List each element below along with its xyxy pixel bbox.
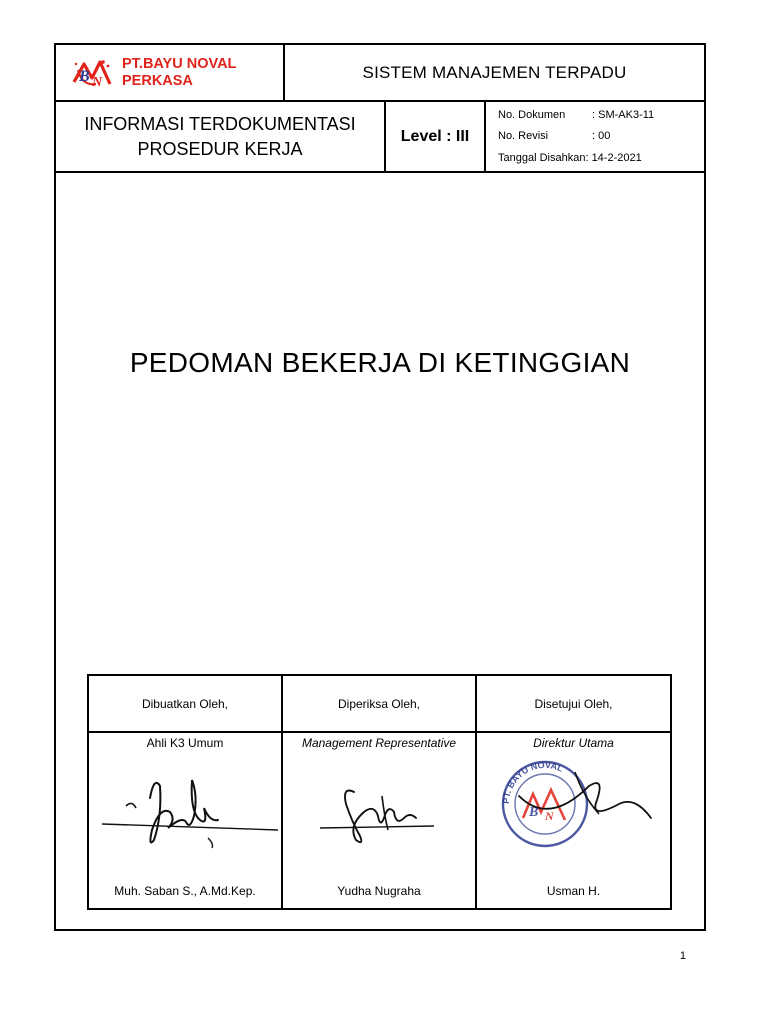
meta-key: No. Dokumen bbox=[498, 108, 566, 121]
signature-image bbox=[283, 756, 475, 866]
signature-heading: Diperiksa Oleh, bbox=[283, 676, 475, 733]
handwritten-signature-icon bbox=[90, 756, 280, 856]
signature-heading: Dibuatkan Oleh, bbox=[89, 676, 281, 733]
meta-key: No. Revisi bbox=[498, 130, 549, 143]
stamp-text: PT. BAYU NOVAL bbox=[500, 759, 565, 805]
meta-value: : 14-2-2021 bbox=[585, 152, 642, 165]
company-name bbox=[122, 56, 236, 90]
signature-heading: Disetujui Oleh, bbox=[477, 676, 670, 733]
document-title: PEDOMAN BEKERJA DI KETINGGIAN bbox=[129, 347, 631, 378]
header-row-2 bbox=[56, 102, 704, 173]
signature-role: Ahli K3 Umum bbox=[146, 736, 224, 750]
meta-row-approval-date bbox=[498, 152, 642, 164]
svg-text:B: B bbox=[79, 67, 90, 85]
signature-role: Management Representative bbox=[301, 736, 457, 750]
signature-column-approver bbox=[477, 676, 670, 908]
info-line2: PROSEDUR KERJA bbox=[137, 138, 303, 159]
signature-image bbox=[89, 756, 281, 866]
meta-row-revision bbox=[498, 130, 610, 142]
svg-text:N: N bbox=[92, 74, 103, 90]
logo-cell bbox=[56, 45, 285, 100]
signature-role: Direktur Utama bbox=[533, 736, 614, 750]
info-line1: INFORMASI TERDOKUMENTASI bbox=[84, 113, 356, 134]
signature-image bbox=[477, 756, 670, 866]
signature-table bbox=[87, 674, 672, 910]
company-name-line1: PT.BAYU NOVAL bbox=[122, 55, 237, 72]
level-label: Level : III bbox=[386, 102, 486, 171]
info-cell bbox=[56, 102, 386, 171]
company-name-line2: PERKASA bbox=[122, 72, 193, 89]
signature-column-reviewer bbox=[283, 676, 477, 908]
company-stamp-icon bbox=[479, 756, 669, 856]
signature-column-author bbox=[89, 676, 283, 908]
meta-value: : 00 bbox=[592, 130, 611, 143]
signature-name: Muh. Saban S., A.Md.Kep. bbox=[114, 884, 256, 898]
svg-text:N: N bbox=[544, 809, 554, 823]
document-meta bbox=[486, 102, 704, 171]
system-title: SISTEM MANAJEMEN TERPADU bbox=[362, 62, 627, 82]
meta-row-doc-number bbox=[498, 109, 654, 121]
meta-key: Tanggal Disahkan bbox=[498, 152, 586, 165]
page-number: 1 bbox=[679, 950, 686, 962]
signature-name: Usman H. bbox=[546, 884, 601, 898]
company-logo-icon bbox=[70, 56, 114, 90]
signature-name: Yudha Nugraha bbox=[337, 884, 421, 898]
header-row-1 bbox=[56, 45, 704, 102]
handwritten-signature-icon bbox=[284, 756, 474, 856]
svg-text:B: B bbox=[528, 805, 538, 820]
meta-value: : SM-AK3-11 bbox=[592, 108, 655, 121]
